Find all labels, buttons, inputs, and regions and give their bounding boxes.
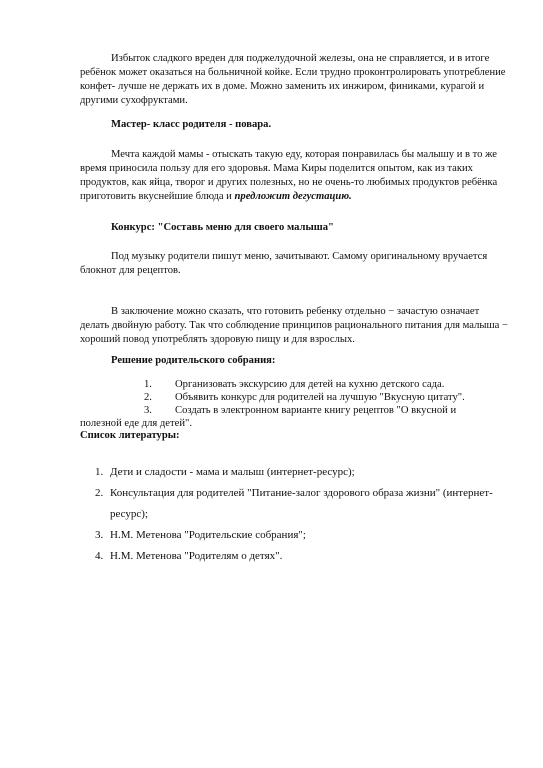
decision-item-number: 3.: [144, 405, 152, 416]
master-class-text: Мечта каждой мамы - отыскать такую еду, которая понравилась бы малышу и в то же время приносила пользу для его здоровья. Мама Киры поделится опытом, как из таких продуктов, как яйца, творог и других полезных, но не очень-то любимых продуктов ребёнка приготовить вкуснейшие блюда и: [80, 149, 498, 202]
master-class-heading: Мастер- класс родителя - повара.: [111, 119, 272, 130]
decision-item: [80, 391, 510, 404]
reference-item: [80, 525, 520, 546]
reference-number: 1.: [95, 466, 104, 478]
decision-item-text: Создать в электронном варианте книгу рецептов "О вкусной и: [175, 405, 457, 416]
decision-item-text: Объявить конкурс для родителей на лучшую "Вкусную цитату".: [175, 392, 465, 403]
reference-number: 3.: [95, 529, 104, 541]
contest-paragraph: Под музыку родители пишут меню, зачитывают. Самому оригинальному вручается блокнот для рецептов.: [80, 251, 488, 276]
decision-item: [80, 378, 510, 391]
reference-number: 4.: [95, 550, 104, 562]
decision-list: [80, 378, 510, 430]
reference-text: Н.М. Метенова "Родительские собрания";: [110, 529, 306, 541]
decision-item: [80, 404, 510, 417]
decision-heading: Решение родительского собрания:: [111, 355, 276, 366]
decision-item-continuation: полезной еде для детей".: [80, 418, 192, 429]
reference-item: [80, 546, 520, 567]
reference-item: [80, 483, 520, 525]
contest-heading: Конкурс: "Составь меню для своего малыша": [111, 222, 334, 233]
master-class-paragraph: [80, 148, 510, 204]
references-heading: Список литературы:: [80, 430, 180, 441]
reference-item: [80, 462, 520, 483]
decision-item-number: 1.: [144, 379, 152, 390]
references-list: [80, 462, 520, 567]
reference-text: Дети и сладости - мама и малыш (интернет-ресурс);: [110, 466, 355, 478]
conclusion-paragraph: В заключение можно сказать, что готовить ребенку отдельно − зачастую означает делать двойную работу. Так что соблюдение принципов рационального питания для малыша − хороший повод употреблять здоровую пищу и для взрослых.: [80, 306, 508, 345]
decision-item-number: 2.: [144, 392, 152, 403]
reference-text: Консультация для родителей "Питание-залог здорового образа жизни" (интернет-ресурс);: [110, 487, 493, 520]
master-class-emphasis: предложит дегустацию.: [234, 191, 352, 202]
intro-paragraph: Избыток сладкого вреден для поджелудочной железы, она не справляется, и в итоге ребёнок может оказаться на больничной койке. Если трудно проконтролировать употребление конфет- лучше не держать их в доме. Можно заменить их инжиром, финиками, курагой и другими сухофруктами.: [80, 53, 506, 106]
reference-text: Н.М. Метенова "Родителям о детях".: [110, 550, 283, 562]
reference-number: 2.: [95, 487, 104, 499]
decision-item-text: Организовать экскурсию для детей на кухню детского сада.: [175, 379, 445, 390]
